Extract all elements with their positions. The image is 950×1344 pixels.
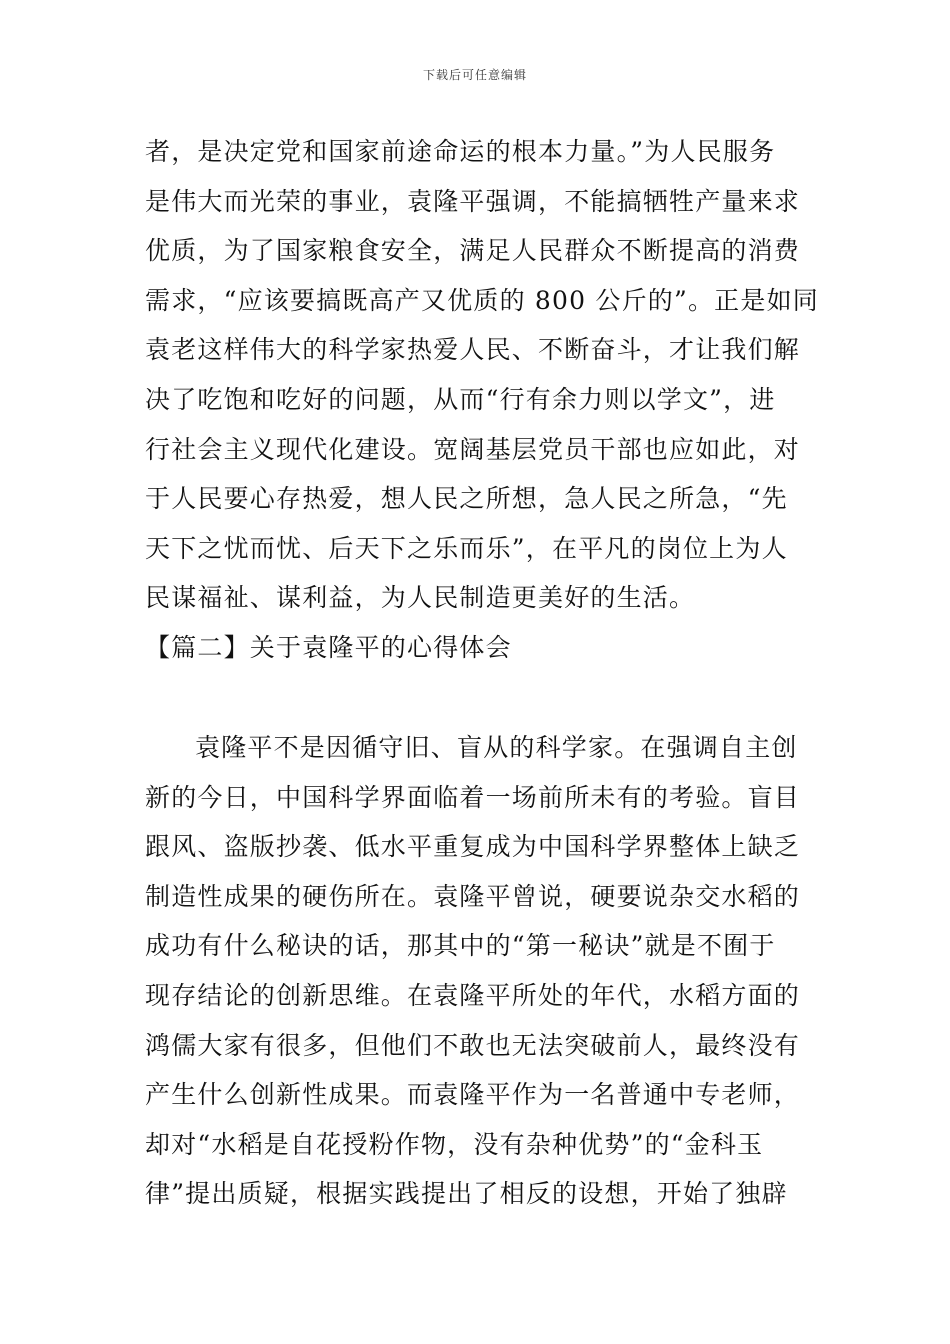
text-line: 现存结论的创新思维。在袁隆平所处的年代，水稻方面的 <box>145 980 801 1010</box>
text-line: 行社会主义现代化建设。宽阔基层党员干部也应如此，对 <box>145 434 801 464</box>
text-line: 决了吃饱和吃好的问题，从而“行有余力则以学文”，进 <box>145 384 776 414</box>
text-line: 鸿儒大家有很多，但他们不敢也无法突破前人，最终没有 <box>145 1030 801 1060</box>
text-line: 成功有什么秘诀的话，那其中的“第一秘诀”就是不囿于 <box>145 931 776 961</box>
text-line: 优质，为了国家粮食安全，满足人民群众不断提高的消费 <box>145 236 801 266</box>
text-line: 袁老这样伟大的科学家热爱人民、不断奋斗，才让我们解 <box>145 335 801 365</box>
text-line: 跟风、盗版抄袭、低水平重复成为中国科学界整体上缺乏 <box>145 832 801 862</box>
text-line: 于人民要心存热爱，想人民之所想，急人民之所急，“先 <box>145 484 788 514</box>
text-line: 天下之忧而忧、后天下之乐而乐”，在平凡的岗位上为人 <box>145 533 788 563</box>
text-line: 民谋福祉、谋利益，为人民制造更美好的生活。 <box>145 583 696 613</box>
page-header-note: 下载后可任意编辑 <box>422 68 527 82</box>
paragraph-continued <box>145 127 819 623</box>
text-line: 者，是决定党和国家前途命运的根本力量。”为人民服务 <box>145 137 776 166</box>
text-line: 却对“水稻是自花授粉作物，没有杂种优势”的“金科玉 <box>145 1129 764 1159</box>
text-line: 制造性成果的硬伤所在。袁隆平曾说，硬要说杂交水稻的 <box>145 881 801 911</box>
text-line-first-indented: 袁隆平不是因循守旧、盲从的科学家。在强调自主创 <box>195 733 798 762</box>
text-line: 产生什么创新性成果。而袁隆平作为一名普通中专老师， <box>145 1080 801 1110</box>
paragraph-section-two <box>145 723 815 1219</box>
text-line: 律”提出质疑，根据实践提出了相反的设想，开始了独辟 <box>145 1179 788 1209</box>
text-line: 是伟大而光荣的事业，袁隆平强调，不能搞牺牲产量来求 <box>145 186 801 216</box>
text-line: 需求，“应该要搞既高产又优质的 800 公斤的”。正是如同 <box>145 285 819 315</box>
text-line: 新的今日，中国科学界面临着一场前所未有的考验。盲目 <box>145 782 801 812</box>
section-heading: 【篇二】关于袁隆平的心得体会 <box>145 633 512 662</box>
